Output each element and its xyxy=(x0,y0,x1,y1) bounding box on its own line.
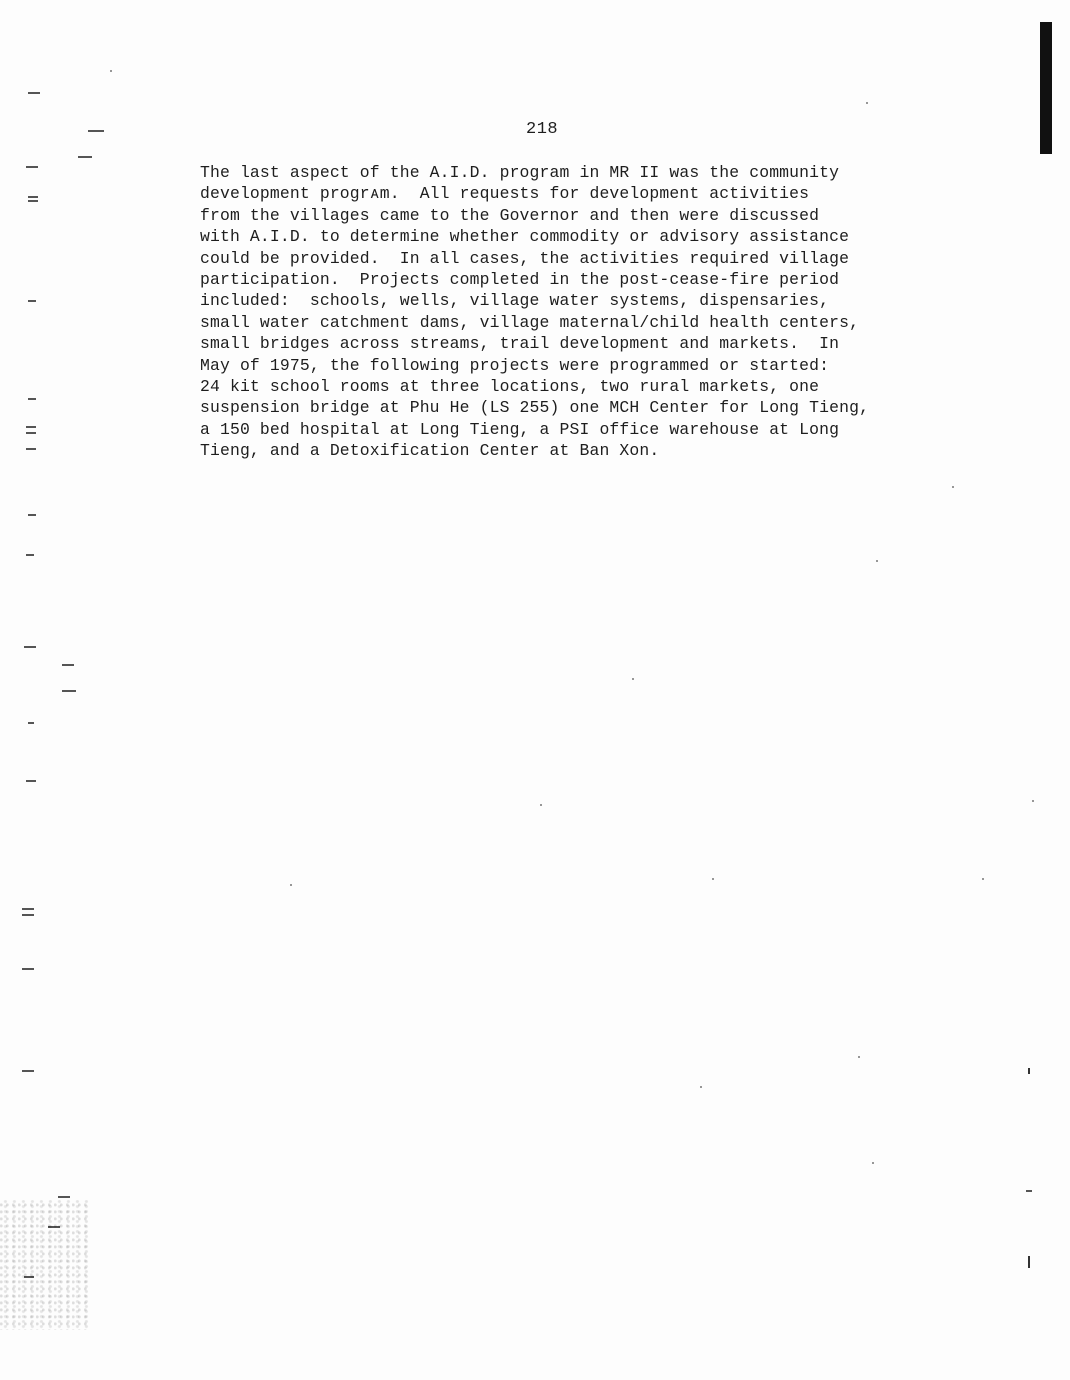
text-line: participation. Projects completed in the post-cease-fire period xyxy=(200,270,840,290)
scan-mark xyxy=(26,432,36,434)
scan-speck xyxy=(712,878,714,880)
scan-speck xyxy=(866,102,868,104)
text-line: 24 kit school rooms at three locations, two rural markets, one xyxy=(200,377,820,397)
text-line: May of 1975, the following projects were programmed or started: xyxy=(200,355,830,375)
scan-mark xyxy=(28,200,38,202)
scan-mark xyxy=(58,1196,70,1198)
page-number: 218 xyxy=(526,120,559,139)
scan-speck xyxy=(952,486,954,488)
scan-mark xyxy=(88,130,104,132)
scan-noise xyxy=(0,1200,90,1330)
body-paragraph xyxy=(200,162,960,462)
scan-speck xyxy=(858,1056,860,1058)
text-line: small bridges across streams, trail development and markets. In xyxy=(200,334,840,354)
scan-edge-bar xyxy=(1040,22,1052,154)
text-line: development progrᴀm. All requests for development activities xyxy=(200,184,810,204)
scan-mark xyxy=(22,908,34,910)
scan-mark xyxy=(28,398,36,400)
scan-mark xyxy=(26,426,36,428)
text-line: included: schools, wells, village water systems, dispensaries, xyxy=(200,291,830,311)
scan-speck xyxy=(290,884,292,886)
scan-mark xyxy=(1026,1190,1032,1192)
scan-speck xyxy=(982,878,984,880)
scan-speck xyxy=(700,1086,702,1088)
scan-speck xyxy=(872,1162,874,1164)
scan-mark xyxy=(62,690,76,692)
scan-mark xyxy=(28,196,38,198)
text-line: with A.I.D. to determine whether commodity or advisory assistance xyxy=(200,227,850,247)
scan-mark xyxy=(26,166,38,168)
scan-mark xyxy=(28,92,40,94)
scan-speck xyxy=(876,560,878,562)
text-line: could be provided. In all cases, the activities required village xyxy=(200,248,850,268)
text-line: suspension bridge at Phu He (LS 255) one MCH Center for Long Tieng, xyxy=(200,398,870,418)
scan-mark xyxy=(22,1070,34,1072)
scan-mark xyxy=(1028,1256,1030,1268)
text-line: from the villages came to the Governor and then were discussed xyxy=(200,205,820,225)
scan-speck xyxy=(540,804,542,806)
scan-mark xyxy=(1028,1068,1030,1074)
text-line: The last aspect of the A.I.D. program in MR II was the community xyxy=(200,163,840,182)
scan-mark xyxy=(26,780,36,782)
text-line: a 150 bed hospital at Long Tieng, a PSI office warehouse at Long xyxy=(200,419,840,439)
scan-mark xyxy=(22,968,34,970)
scan-speck xyxy=(1032,800,1034,802)
scan-mark xyxy=(28,514,36,516)
scan-mark xyxy=(28,722,34,724)
scan-mark xyxy=(62,664,74,666)
scan-mark xyxy=(22,914,34,916)
scan-speck xyxy=(632,678,634,680)
scan-mark xyxy=(78,156,92,158)
text-line: Tieng, and a Detoxification Center at Ban Xon. xyxy=(200,441,660,461)
scan-speck xyxy=(110,70,112,72)
scan-mark xyxy=(26,554,34,556)
scan-mark xyxy=(26,448,36,450)
text-line: small water catchment dams, village maternal/child health centers, xyxy=(200,312,860,332)
scan-mark xyxy=(28,300,36,302)
scan-mark xyxy=(24,646,36,648)
